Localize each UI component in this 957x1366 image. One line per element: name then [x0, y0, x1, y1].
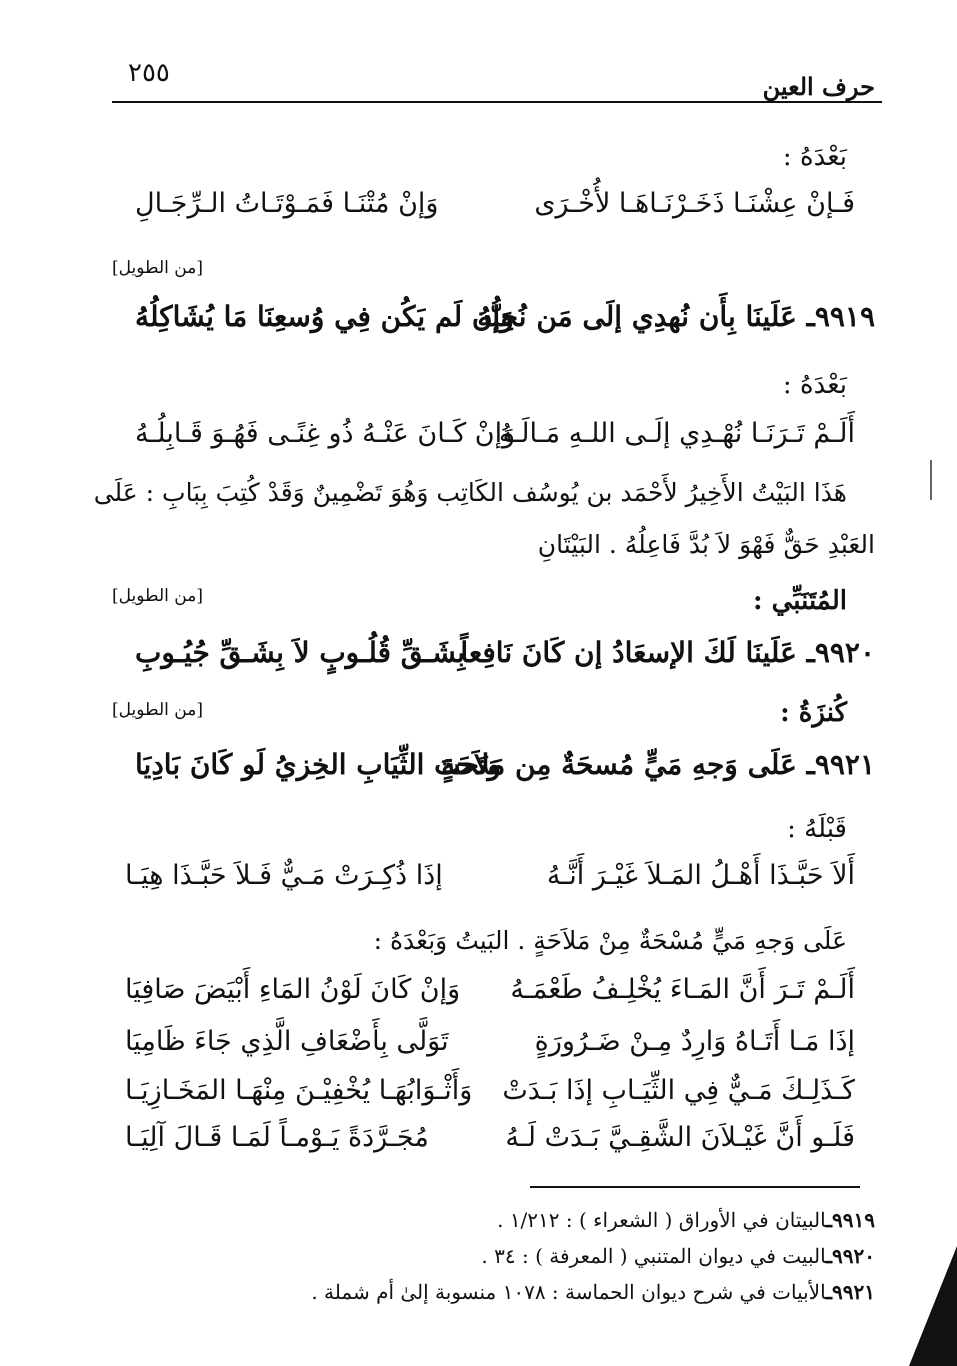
prose-line: العَبْدِ حَقٌّ فَهْوَ لاَ بُدَّ فَاعِلُهُ . البَيْتَانِ	[537, 530, 875, 559]
verse-line	[135, 418, 855, 468]
poet-name: كُنزَةُ :	[780, 698, 847, 728]
hemistich-first: كَـذَلِـكَ مَـيٌّ فِي الثِّيَـابِ إذَا بَـدَتْ	[502, 1075, 855, 1106]
footnote-text: البيتان في الأوراق ( الشعراء ) : ١/٢١٢ .	[497, 1208, 827, 1232]
numbered-verse-9920	[135, 636, 875, 686]
hemistich-second: وَتَحتَ الثِّيَابِ الخِزيُ لَو كَانَ بَادِيَا	[135, 748, 502, 781]
hemistich-second: وَإنْ كَانَ لَوْنُ المَاءِ أَبْيَضَ صَافِيَا	[125, 974, 461, 1005]
hemistich-first: فَـإنْ عِشْنَـا ذَخَـرْنَـاهَـا لأُخْـرَى	[534, 188, 855, 219]
after-label: بَعْدَهُ :	[782, 142, 847, 172]
footnote-number: ٩٩١٩ـ	[826, 1208, 875, 1232]
hemistich-second: وَإنْ مُتْنَـا فَمَـوْتَـاتُ الـرِّجَـالِ	[135, 188, 439, 219]
footnote-rule	[530, 1186, 860, 1188]
hemistich-first: إذَا مَـا أَتَـاهُ وَارِدٌ مِـنْ ضَـرُورَةٍ	[534, 1026, 855, 1057]
prose-line: هَذَا البَيْتُ الأَخِيرُ لأَحْمَد بن يُوسُف الكَاتِب وَهُوَ تَضْمِينٌ وَقَدْ كُتِبَ بِبَابِ : عَلَى	[93, 478, 847, 507]
verse-number: ٩٩١٩ـ	[806, 300, 875, 333]
meter-label: [من الطويل]	[112, 258, 203, 278]
verse-line	[125, 1122, 855, 1172]
hemistich-first: عَلَينَا بِأَن نُهدِي إلَى مَن نُحِبُّهُ	[477, 300, 797, 333]
verse-number: ٩٩٢٠ـ	[806, 636, 875, 669]
hemistich-second: وَإنْ كَـانَ عَنْـهُ ذُو غِنًـى فَهُـوَ قَـابِلُـهُ	[135, 418, 516, 449]
footnote	[481, 1244, 875, 1268]
prose-line: عَلَى وَجهِ مَيٍّ مُسْحَةٌ مِنْ مَلاَحَةٍ . البَيتُ وَبَعْدَهُ :	[373, 926, 847, 955]
numbered-verse-9921	[135, 748, 875, 798]
header-rule	[112, 101, 882, 103]
footnote	[311, 1280, 875, 1304]
verse-line	[135, 188, 855, 238]
verse-first-part	[477, 300, 875, 333]
footnote-number: ٩٩٢٠ـ	[826, 1244, 875, 1268]
verse-line	[125, 1026, 855, 1076]
before-label: قَبْلَهُ :	[787, 814, 847, 844]
hemistich-second: وَأَثْـوَابُهَـا يُخْفِيْـنَ مِنْهَـا المَخَـازِيَـا	[125, 1075, 473, 1106]
verse-first-part	[460, 636, 875, 669]
page-number: ٢٥٥	[128, 58, 170, 88]
chapter-title: حرف العين	[762, 72, 875, 101]
hemistich-second: وَإن لَم يَكُن فِي وُسعِنَا مَا يُشَاكِلُهُ	[135, 300, 514, 333]
scan-margin-mark	[930, 460, 932, 500]
hemistich-first: عَلَينَا لَكَ الإسعَادُ إن كَانَ نَافِعاً	[460, 636, 797, 669]
hemistich-first: أَلاَ حَبَّـذَا أَهْـلُ المَـلاَ غَيْـرَ أَنَّـهُ	[546, 860, 855, 891]
hemistich-first: عَلَى وَجهِ مَيٍّ مُسحَةٌ مِن مَلاَحَةٍ	[441, 748, 797, 781]
hemistich-second: بِشَـقِّ قُلُـوبٍ لاَ بِشَـقِّ جُيُـوبِ	[135, 636, 466, 669]
meter-label: [من الطويل]	[112, 700, 203, 720]
verse-first-part	[441, 748, 875, 781]
after-label: بَعْدَهُ :	[782, 370, 847, 400]
hemistich-first: فَلَـو أَنَّ غَيْـلاَنَ الشَّقِـيَّ بَـدَتْ لَـهُ	[505, 1122, 855, 1153]
verse-line	[125, 974, 855, 1024]
footnote	[497, 1208, 875, 1232]
footnote-number: ٩٩٢١ـ	[826, 1280, 875, 1304]
verse-line	[125, 1075, 855, 1125]
poet-name: المُتَنَبِّي :	[752, 586, 847, 616]
hemistich-second: إذَا ذُكِـرَتْ مَـيٌّ فَـلاَ حَبَّـذَا هِيَـا	[125, 860, 443, 891]
verse-number: ٩٩٢١ـ	[806, 748, 875, 781]
numbered-verse-9919	[135, 300, 875, 350]
hemistich-first: أَلَـمْ تَـرَنَـا نُهْـدِي إلَـى اللـهِ مَـالَـهُ	[498, 418, 855, 449]
footnote-text: البيت في ديوان المتنبي ( المعرفة ) : ٣٤ .	[481, 1244, 827, 1268]
hemistich-first: أَلَـمْ تَـرَ أَنَّ المَـاءَ يُخْلِـفُ طَعْمَـهُ	[510, 974, 855, 1005]
hemistich-second: مُجَـرَّدَةً يَـوْمـاً لَمَـا قَـالَ آلِيَـا	[125, 1122, 429, 1153]
verse-line	[125, 860, 855, 910]
hemistich-second: تَوَلَّى بِأَضْعَافِ الَّذِي جَاءَ ظَامِيَا	[125, 1026, 449, 1057]
meter-label: [من الطويل]	[112, 586, 203, 606]
scan-corner-shadow	[909, 1246, 957, 1366]
footnote-text: الأبيات في شرح ديوان الحماسة : ١٠٧٨ منسوبة إلىٰ أم شملة .	[311, 1280, 827, 1304]
